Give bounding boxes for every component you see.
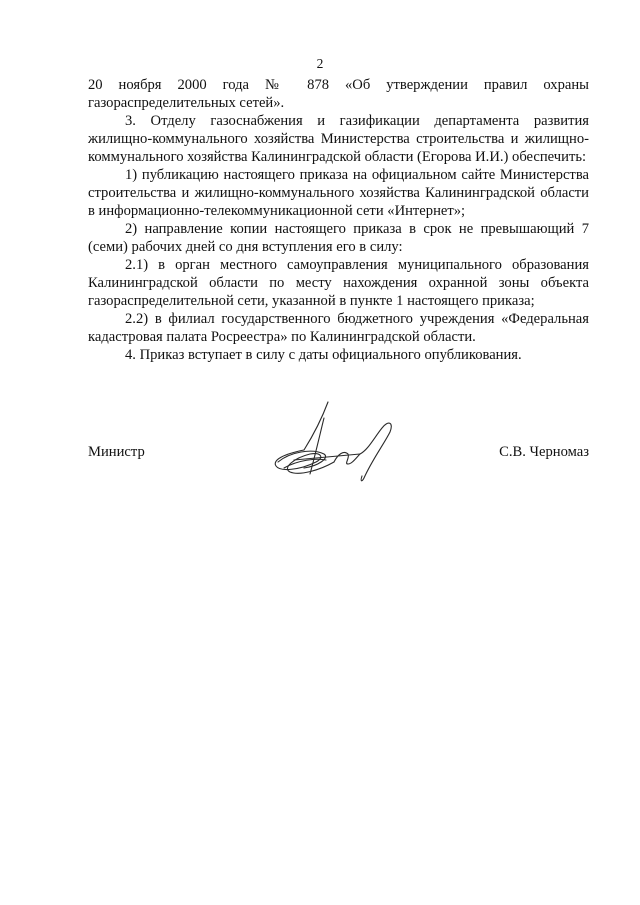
paragraph-item-3-2: 2) направление копии настоящего приказа в срок не превышающий 7 (семи) рабочих дней со дня вступления его в силу: — [88, 221, 589, 255]
signature-block — [88, 398, 589, 488]
signatory-name: С.В. Черномаз — [499, 444, 589, 460]
paragraph-continuation: 20 ноября 2000 года № 878 «Об утверждении правил охраны газораспределительных сетей». — [88, 77, 589, 111]
paragraph-item-3-1: 1) публикацию настоящего приказа на официальном сайте Министерства строительства и жилищно-коммунального хозяйства Калининградской области в информационно-телекоммуникационной сети «Интернет»; — [88, 167, 589, 219]
paragraph-item-2-1: 2.1) в орган местного самоуправления муниципального образования Калининградской области по месту нахождения охранной зоны объекта газораспределительной сети, указанной в пункте 1 настоящего приказа; — [88, 257, 589, 309]
signatory-title: Министр — [88, 444, 145, 460]
document-body — [88, 76, 589, 364]
handwritten-signature — [264, 398, 424, 486]
paragraph-item-3: 3. Отделу газоснабжения и газификации департамента развития жилищно-коммунального хозяйства Министерства строительства и жилищно-коммунального хозяйства Калининградской области (Егорова И.И.) обеспечить: — [88, 113, 589, 165]
paragraph-item-4: 4. Приказ вступает в силу с даты официального опубликования. — [125, 347, 522, 363]
paragraph-item-2-2: 2.2) в филиал государственного бюджетного учреждения «Федеральная кадастровая палата Росреестра» по Калининградской области. — [88, 311, 589, 345]
page-number: 2 — [316, 56, 324, 71]
